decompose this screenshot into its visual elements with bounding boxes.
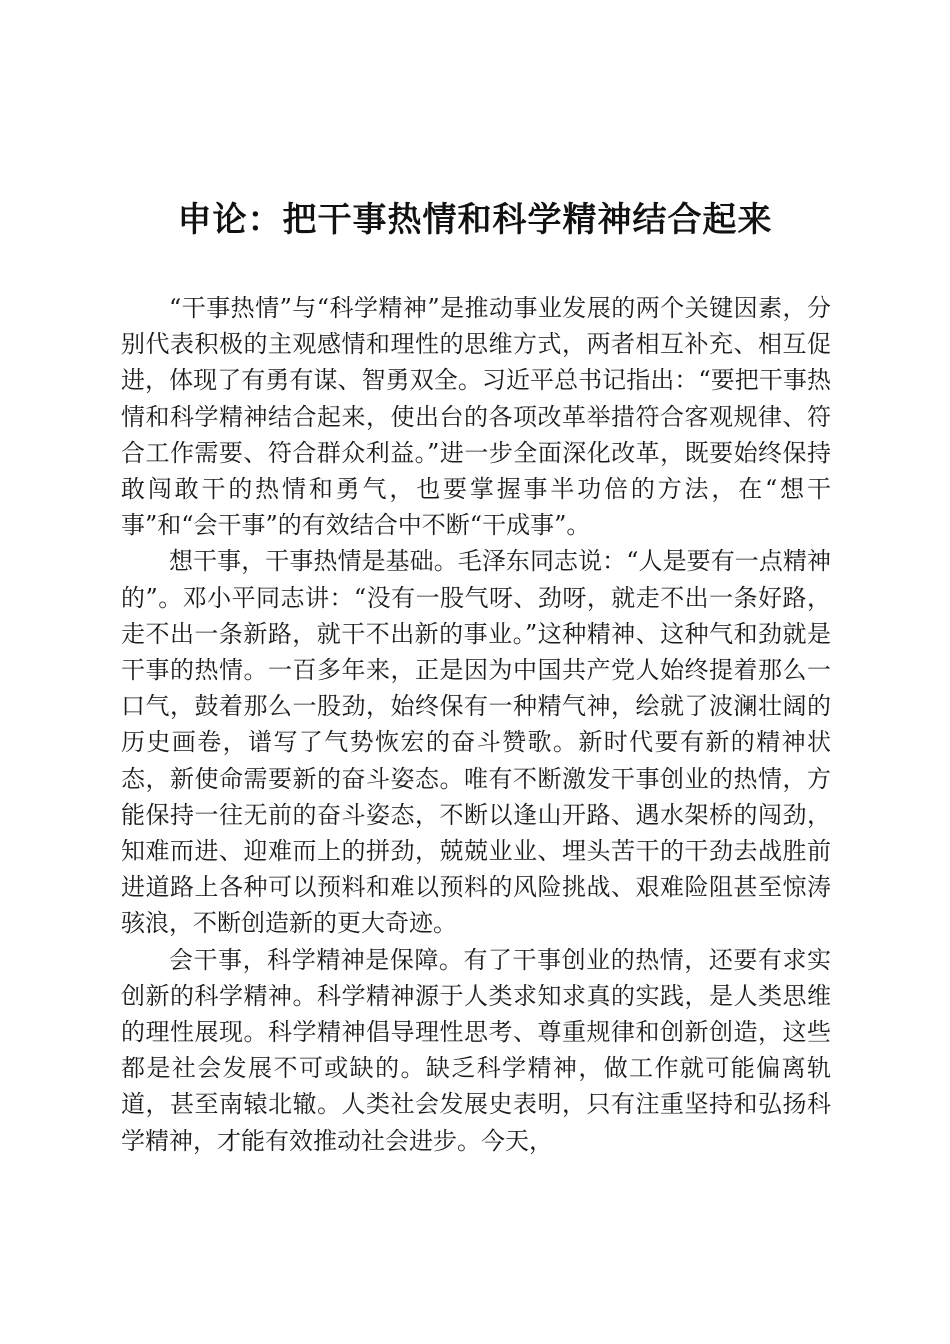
document-title: 申论：把干事热情和科学精神结合起来 — [177, 200, 773, 240]
document-body — [121, 290, 831, 1159]
paragraph-passion: 想干事，干事热情是基础。毛泽东同志说：“人是要有一点精神的”。邓小平同志讲：“没有一股气呀、劲呀，就走不出一条好路，走不出一条新路，就干不出新的事业。”这种精神、这种气和劲就是干事的热情。一百多年来，正是因为中国共产党人始终提着那么一口气，鼓着那么一股劲，始终保有一种精气神，绘就了波澜壮阔的历史画卷，谱写了气势恢宏的奋斗赞歌。新时代要有新的精神状态，新使命需要新的奋斗姿态。唯有不断激发干事创业的热情，方能保持一往无前的奋斗姿态，不断以逢山开路、遇水架桥的闯劲，知难而进、迎难而上的拼劲，兢兢业业、埋头苦干的干劲去战胜前进道路上各种可以预料和难以预料的风险挑战、艰难险阻甚至惊涛骇浪，不断创造新的更大奇迹。 — [121, 547, 831, 938]
paragraph-science: 会干事，科学精神是保障。有了干事创业的热情，还要有求实创新的科学精神。科学精神源于人类求知求真的实践，是人类思维的理性展现。科学精神倡导理性思考、尊重规律和创新创造，这些都是社会发展不可或缺的。缺乏科学精神，做工作就可能偏离轨道，甚至南辕北辙。人类社会发展史表明，只有注重坚持和弘扬科学精神，才能有效推动社会进步。今天， — [121, 945, 831, 1155]
paragraph-intro: “干事热情”与“科学精神”是推动事业发展的两个关键因素，分别代表积极的主观感情和理性的思维方式，两者相互补充、相互促进，体现了有勇有谋、智勇双全。习近平总书记指出：“要把干事热情和科学精神结合起来，使出台的各项改革举措符合客观规律、符合工作需要、符合群众利益。”进一步全面深化改革，既要始终保持敢闯敢干的热情和勇气，也要掌握事半功倍的方法，在“想干事”和“会干事”的有效结合中不断“干成事”。 — [121, 294, 831, 540]
